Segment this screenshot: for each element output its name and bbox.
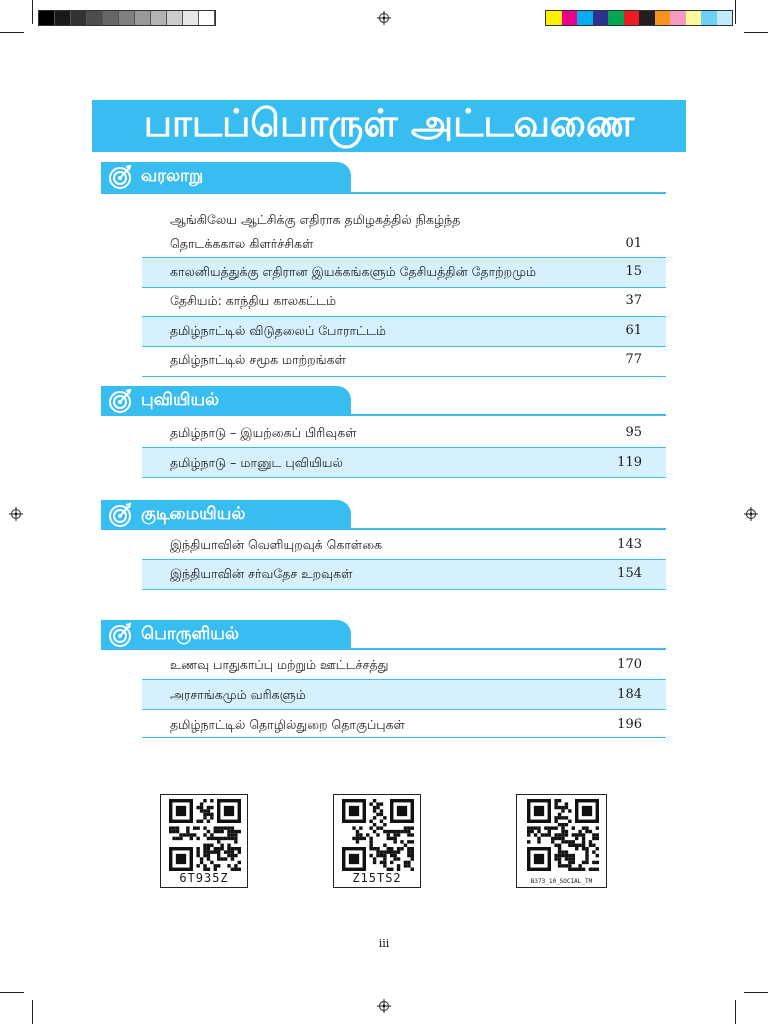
toc-entry-title: தேசியம்: காந்திய காலகட்டம் <box>170 293 337 308</box>
color-swatch <box>577 11 593 25</box>
gray-swatch <box>55 11 71 25</box>
section-header-4 <box>101 620 351 650</box>
gray-swatch <box>183 11 199 25</box>
gray-swatch <box>71 11 87 25</box>
toc-entry-page: 184 <box>617 687 642 702</box>
qr-code-icon <box>525 799 601 871</box>
toc-entry-page: 143 <box>617 537 642 552</box>
toc-entry[interactable] <box>142 530 666 560</box>
toc-entry[interactable] <box>142 448 666 478</box>
crop-mark <box>744 32 768 33</box>
qr-code-1[interactable] <box>160 794 248 888</box>
target-icon <box>107 622 133 648</box>
color-swatch <box>639 11 655 25</box>
color-swatch <box>670 11 686 25</box>
gray-swatch <box>151 11 167 25</box>
target-icon <box>107 388 133 414</box>
section-title: குடிமையியல் <box>141 504 246 524</box>
toc-entry[interactable] <box>142 200 666 258</box>
section-header-1 <box>101 162 351 192</box>
toc-entry-title: இந்தியாவின் வெளியுறவுக் கொள்கை <box>170 537 383 552</box>
color-swatch <box>717 11 733 25</box>
toc-entry[interactable] <box>142 560 666 590</box>
color-swatch <box>608 11 624 25</box>
toc-entry-title: காலனியத்துக்கு எதிரான இயக்கங்களும் தேசியத்தின் தோற்றமும் <box>170 264 537 279</box>
toc-entry-page: 170 <box>617 657 642 672</box>
toc-entry-page: 15 <box>625 264 642 279</box>
crop-mark <box>744 992 768 993</box>
section-title: பொருளியல் <box>141 624 239 644</box>
gray-swatch <box>103 11 119 25</box>
toc-entry-title: உணவு பாதுகாப்பு மற்றும் ஊட்டச்சத்து <box>170 657 389 672</box>
gray-swatch <box>119 11 135 25</box>
toc-entry[interactable] <box>142 347 666 377</box>
grayscale-color-bar <box>38 10 216 26</box>
crop-mark <box>0 32 24 33</box>
toc-entry[interactable] <box>142 650 666 680</box>
toc-entry-title: தமிழ்நாட்டில் விடுதலைப் போராட்டம் <box>170 323 386 338</box>
section-title: வரலாறு <box>141 166 204 186</box>
gray-swatch <box>87 11 103 25</box>
page-number: iii <box>378 937 390 950</box>
registration-mark-icon <box>9 507 23 521</box>
qr-code-icon <box>167 799 243 871</box>
section-title: புவியியல் <box>141 390 220 410</box>
color-swatch <box>655 11 671 25</box>
target-icon <box>107 164 133 190</box>
target-icon <box>107 502 133 528</box>
toc-entry-page: 37 <box>625 293 642 308</box>
toc-entry-title-line2: தொடக்ககால கிளர்ச்சிகள் <box>170 236 314 251</box>
toc-entry[interactable] <box>142 288 666 317</box>
toc-entry-title: ஆங்கிலேய ஆட்சிக்கு எதிராக தமிழகத்தில் நிகழ்ந்த <box>170 212 461 227</box>
crop-mark <box>735 0 736 24</box>
toc-entry-title: தமிழ்நாடு – இயற்கைப் பிரிவுகள் <box>170 425 357 440</box>
registration-mark-icon <box>744 507 758 521</box>
toc-entry[interactable] <box>142 680 666 710</box>
crop-mark <box>0 992 24 993</box>
color-swatch <box>624 11 640 25</box>
toc-entry-title: தமிழ்நாட்டில் தொழில்துறை தொகுப்புகள் <box>170 717 405 732</box>
toc-entry[interactable] <box>142 258 666 288</box>
page-title: பாடப்பொருள் அட்டவணை <box>92 100 686 152</box>
color-swatch <box>686 11 702 25</box>
cmyk-color-bar <box>545 10 733 26</box>
qr-code-label: Z15TS2 <box>352 871 402 885</box>
qr-code-label: B373_10_SOCIAL_TM <box>530 878 593 885</box>
toc-entry-page: 196 <box>617 717 642 732</box>
toc-entry-page: 95 <box>625 425 642 440</box>
color-swatch <box>562 11 578 25</box>
toc-entry-title: தமிழ்நாடு – மானுட புவியியல் <box>170 455 343 470</box>
crop-mark <box>32 0 33 24</box>
gray-swatch <box>39 11 55 25</box>
color-swatch <box>593 11 609 25</box>
toc-entry-title: அரசாங்கமும் வரிகளும் <box>170 687 306 702</box>
toc-entry[interactable] <box>142 317 666 347</box>
color-swatch <box>701 11 717 25</box>
qr-code-3[interactable] <box>516 794 607 888</box>
toc-entry-page: 154 <box>617 566 642 581</box>
toc-entry[interactable] <box>142 416 666 448</box>
crop-mark <box>735 1000 736 1024</box>
section-header-3 <box>101 500 351 530</box>
gray-swatch <box>167 11 183 25</box>
toc-entry-page: 01 <box>625 236 642 251</box>
toc-entry[interactable] <box>142 710 666 738</box>
color-swatch <box>546 11 562 25</box>
qr-code-icon <box>340 799 416 871</box>
qr-code-label: 6T935Z <box>179 871 229 885</box>
gray-swatch <box>199 11 215 25</box>
toc-entry-page: 77 <box>625 352 642 367</box>
toc-entry-title: தமிழ்நாட்டில் சமூக மாற்றங்கள் <box>170 352 346 367</box>
crop-mark <box>32 1000 33 1024</box>
section-header-2 <box>101 386 351 416</box>
registration-mark-icon <box>377 11 391 25</box>
registration-mark-icon <box>377 999 391 1013</box>
gray-swatch <box>135 11 151 25</box>
toc-entry-title: இந்தியாவின் சர்வதேச உறவுகள் <box>170 566 353 581</box>
toc-entry-page: 61 <box>625 323 642 338</box>
section-divider <box>101 192 666 194</box>
qr-code-2[interactable] <box>333 794 421 888</box>
toc-entry-page: 119 <box>617 455 642 470</box>
